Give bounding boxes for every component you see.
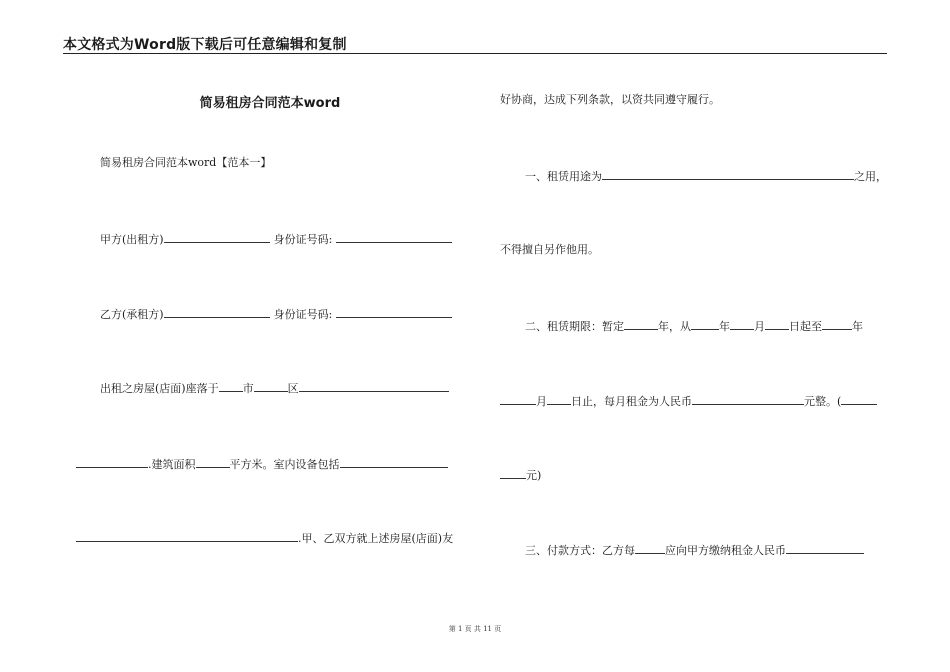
clause3-mid: 应向甲方缴纳租金人民币 [665, 544, 786, 557]
rent-line [500, 393, 877, 409]
start-month-label: 月 [754, 320, 765, 333]
end-day-label: 日止，每月租金为人民币 [571, 395, 692, 408]
header-divider [63, 53, 887, 54]
party-a-id-label: 身份证号码: [273, 233, 333, 246]
document-subtitle: 简易租房合同范本word【范本一】 [100, 156, 272, 169]
party-b-label: 乙方(承租方) [100, 308, 164, 321]
district-label: 区 [287, 382, 299, 395]
area-unit: 平方米。室内设备包括 [229, 458, 340, 471]
address-continuation-blank[interactable] [76, 456, 148, 468]
end-day-blank[interactable] [547, 393, 571, 405]
rent-numeric-blank[interactable] [841, 393, 877, 405]
agreement-text: .甲、乙双方就上述房屋(店面)友 [298, 532, 454, 545]
party-b-id-blank[interactable] [336, 306, 452, 318]
page-footer: 第 1 页 共 11 页 [448, 625, 502, 633]
start-year-label: 年 [719, 320, 730, 333]
party-a-blank[interactable] [164, 231, 270, 243]
start-year-blank[interactable] [691, 318, 719, 330]
end-month-label: 月 [536, 395, 547, 408]
party-b-blank[interactable] [164, 306, 270, 318]
equipment-blank[interactable] [340, 456, 448, 468]
payment-amount-blank[interactable] [786, 542, 864, 554]
party-a-id-blank[interactable] [336, 231, 452, 243]
agreement-line [76, 530, 453, 546]
area-blank[interactable] [196, 456, 230, 468]
document-title: 简易租房合同范本word [199, 96, 341, 111]
term-years-blank[interactable] [624, 318, 658, 330]
clause1-suffix: 之用， [854, 170, 887, 183]
start-month-blank[interactable] [730, 318, 754, 330]
usage-blank[interactable] [602, 168, 854, 180]
location-prefix: 出租之房屋(店面)座落于 [100, 382, 219, 395]
end-year-blank[interactable] [822, 318, 852, 330]
address-blank[interactable] [299, 380, 449, 392]
clause1-line2: 不得擅自另作他用。 [500, 243, 599, 256]
party-a-label: 甲方(出租方) [100, 233, 164, 246]
end-month-blank[interactable] [500, 393, 536, 405]
party-a-line [100, 231, 452, 247]
area-line [76, 456, 448, 472]
payment-period-blank[interactable] [635, 542, 665, 554]
equipment-continuation-blank[interactable] [76, 530, 298, 542]
area-label: .建筑面积 [148, 458, 196, 471]
start-day-label: 日起至 [789, 320, 822, 333]
rent-close-line [500, 467, 541, 483]
start-day-blank[interactable] [765, 318, 789, 330]
clause2-line [525, 318, 863, 334]
district-blank[interactable] [254, 380, 288, 392]
rent-yuan-label: 元整。( [804, 395, 842, 408]
rent-close-label: 元) [526, 469, 542, 482]
clause1-prefix: 一、租赁用途为 [525, 170, 602, 183]
header-text: 本文格式为Word版下载后可任意编辑和复制 [63, 37, 347, 53]
continuation-text: 好协商，达成下列条款，以资共同遵守履行。 [500, 93, 720, 106]
clause2-prefix: 二、租赁期限：暂定 [525, 320, 624, 333]
end-year-label: 年 [852, 320, 863, 333]
rent-numeric-continuation-blank[interactable] [500, 467, 526, 479]
city-label: 市 [242, 382, 254, 395]
party-b-id-label: 身份证号码: [273, 308, 333, 321]
monthly-rent-blank[interactable] [692, 393, 804, 405]
page-header [63, 34, 887, 54]
clause1-line [525, 168, 887, 184]
location-line [100, 380, 449, 396]
clause3-line [525, 542, 864, 558]
party-b-line [100, 306, 452, 322]
clause3-prefix: 三、付款方式：乙方每 [525, 544, 635, 557]
term-year-label: 年，从 [658, 320, 691, 333]
city-blank[interactable] [219, 380, 243, 392]
